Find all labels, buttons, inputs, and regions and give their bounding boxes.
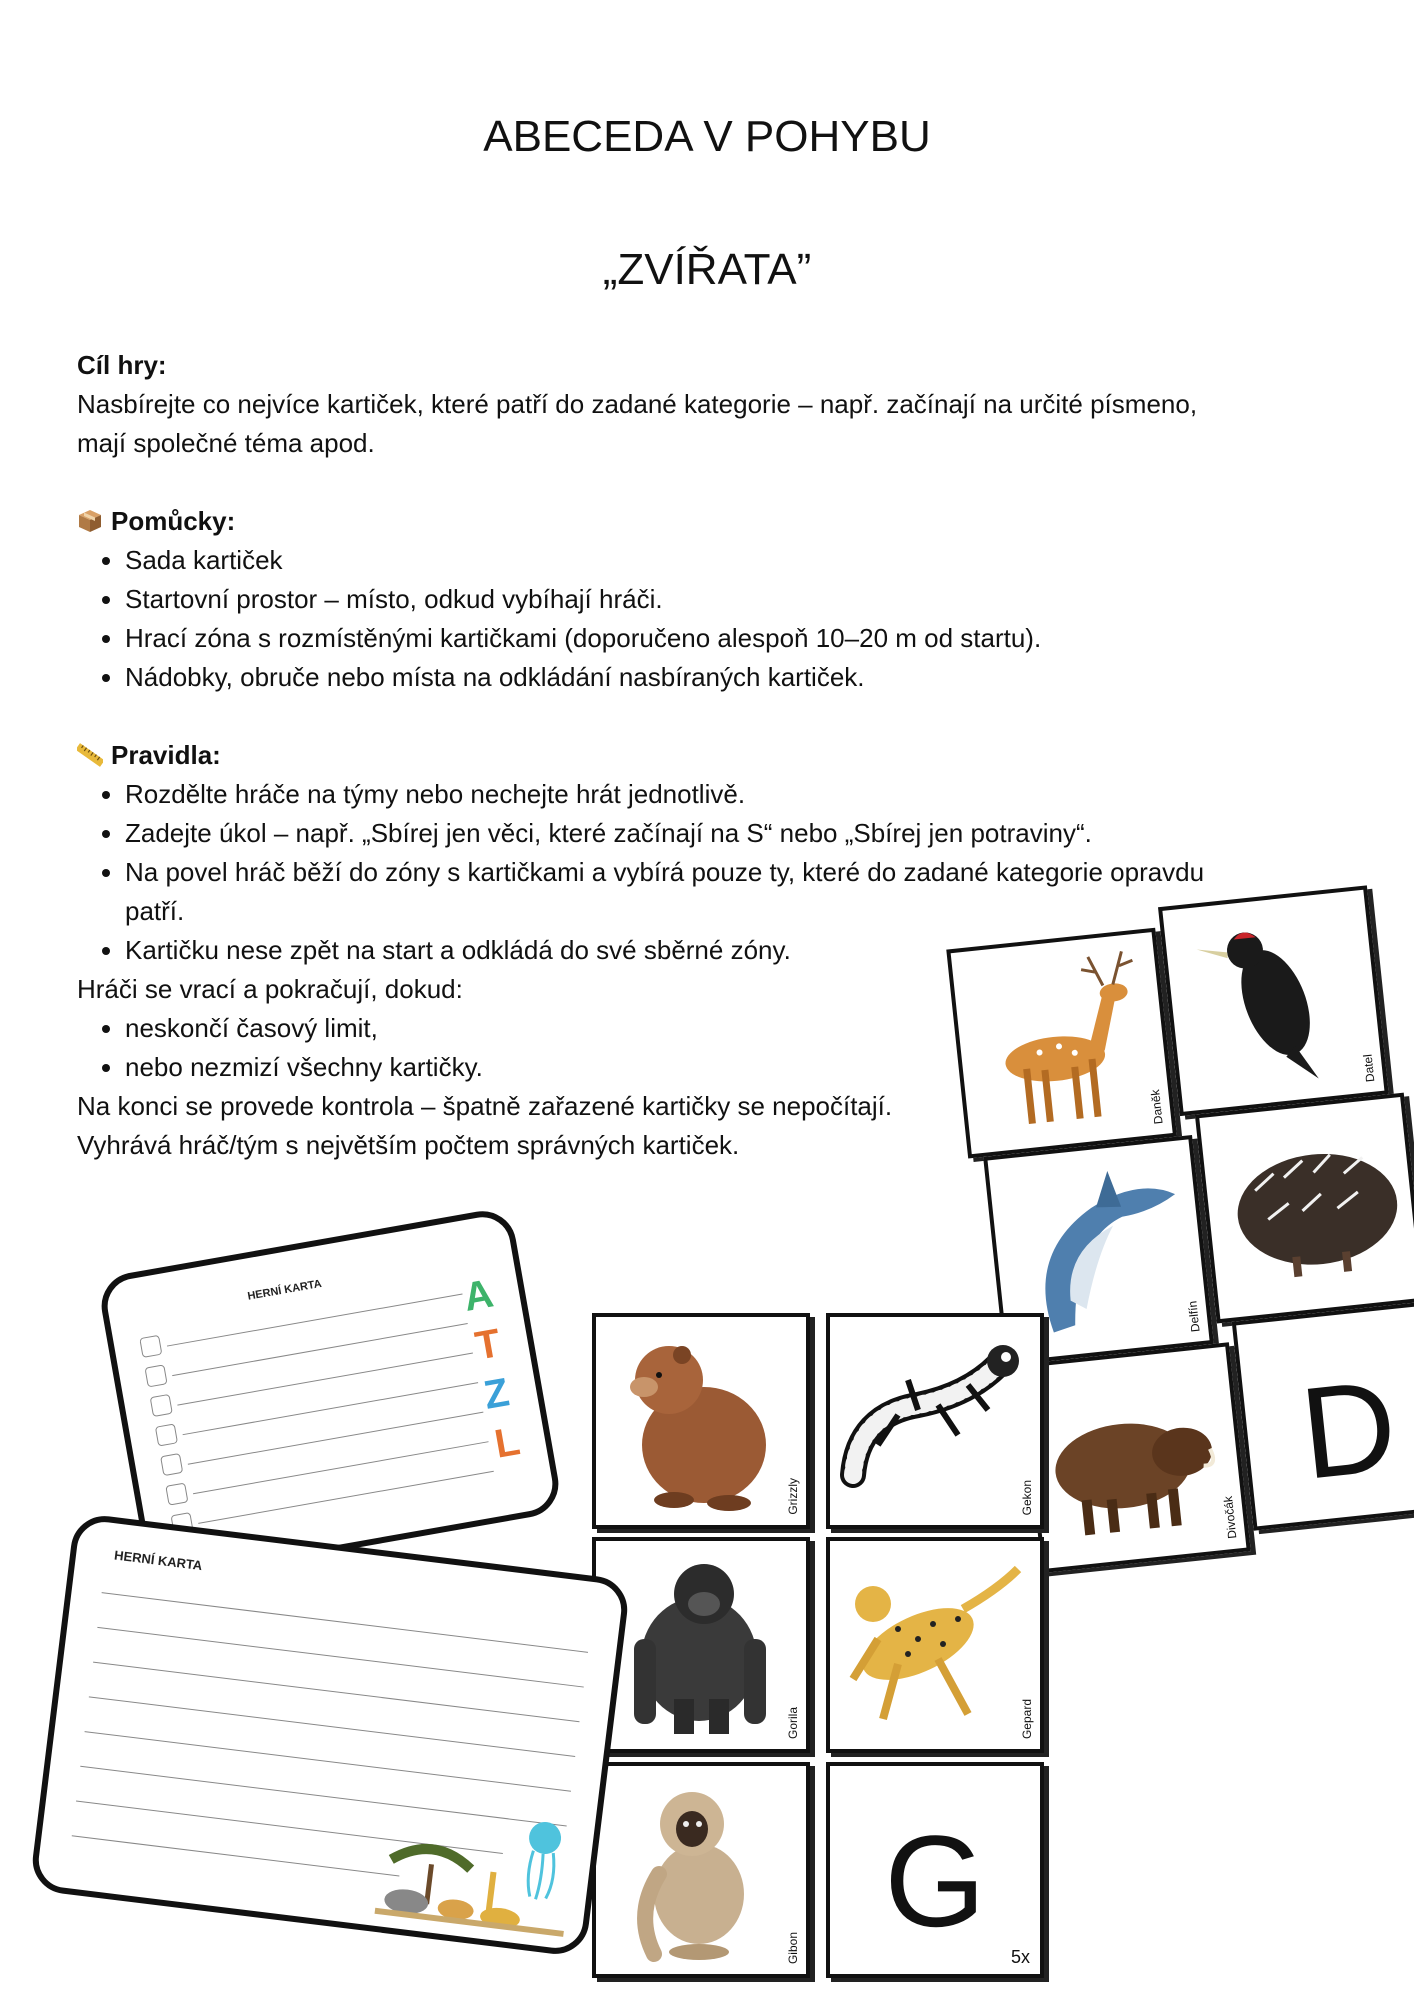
package-icon <box>77 508 103 534</box>
card-label: Delfín <box>1185 1299 1203 1333</box>
rules-heading-row <box>77 736 1337 775</box>
alphabet-animals-icon <box>455 1264 539 1470</box>
animal-card <box>826 1537 1044 1753</box>
svg-text:L: L <box>491 1419 524 1467</box>
card-letter: G <box>884 1808 986 1954</box>
animal-card <box>1020 1342 1251 1573</box>
porcupine-icon <box>1208 1106 1406 1304</box>
gorilla-icon <box>604 1549 789 1739</box>
list-item: • Sada kartiček <box>125 541 1337 580</box>
card-label: Daněk <box>1148 1089 1166 1126</box>
list-item: • Rozdělte hráče na týmy nebo nechejte hrát jednotlivě. <box>125 775 1337 814</box>
card-label: Gorila <box>786 1706 800 1739</box>
card-label: Grizzly <box>786 1478 800 1515</box>
animal-card <box>592 1762 810 1978</box>
rules-heading: Pravidla: <box>111 740 221 770</box>
supplies-list <box>77 541 1337 697</box>
card-letter: D <box>1294 1351 1403 1507</box>
letter-card <box>826 1762 1044 1978</box>
list-item: • Kartičku nese zpět na start a odkládá do své sběrné zóny. <box>125 931 1337 970</box>
svg-text:T: T <box>472 1321 504 1369</box>
supplies-heading: Pomůcky: <box>111 506 236 536</box>
card-label: Divočák <box>1221 1495 1240 1540</box>
ruler-icon <box>77 742 103 768</box>
animal-card <box>1158 885 1389 1116</box>
deer-icon <box>959 942 1157 1140</box>
rules-return-text: Hráči se vrací a pokračují, dokud: <box>77 974 463 1004</box>
goal-heading: Cíl hry: <box>77 350 167 380</box>
card-label: Datel <box>1360 1053 1378 1083</box>
list-item: • Startovní prostor – místo, odkud vybíhají hráči. <box>125 580 1337 619</box>
game-sheet-large <box>29 1512 631 1957</box>
page-title: ABECEDA V POHYBU <box>483 112 931 161</box>
animal-card <box>1195 1093 1414 1324</box>
letter-card <box>1232 1300 1414 1531</box>
card-label: Gibon <box>786 1931 800 1964</box>
card-count: 5x <box>1010 1947 1030 1967</box>
gecko-icon <box>838 1325 1023 1515</box>
rules-end-2: Vyhrává hráč/tým s největším počtem správných kartiček. <box>77 1130 740 1160</box>
boar-icon <box>1033 1356 1231 1554</box>
card-label: Gepard <box>1020 1698 1034 1739</box>
woodpecker-icon <box>1171 899 1369 1097</box>
animal-card <box>592 1313 810 1529</box>
list-item: • neskončí časový limit, <box>125 1009 1337 1048</box>
list-item: • Nádobky, obruče nebo místa na odkládání nasbíraných kartiček. <box>125 658 1337 697</box>
goal-text-1: Nasbírejte co nejvíce kartiček, které patří do zadané kategorie – např. začínají na určité písmeno, <box>77 389 1198 419</box>
supplies-heading-row <box>77 502 1337 541</box>
cheetah-icon <box>838 1549 1023 1739</box>
sheet-title: HERNÍ KARTA <box>113 1547 204 1574</box>
safari-animals-icon <box>364 1787 589 1947</box>
svg-text:A: A <box>460 1271 497 1320</box>
rules-end-1: Na konci se provede kontrola – špatně zařazené kartičky se nepočítají. <box>77 1091 893 1121</box>
goal-text-2: mají společné téma apod. <box>77 428 375 458</box>
list-item: • Hrací zóna s rozmístěnými kartičkami (doporučeno alespoň 10–20 m od startu). <box>125 619 1337 658</box>
list-item: • Na povel hráč běží do zóny s kartičkami a vybírá pouze ty, které do zadané kategorie opravdu patří. <box>125 853 1337 931</box>
page-subtitle: „ZVÍŘATA” <box>602 245 812 294</box>
animal-card <box>946 928 1177 1159</box>
bear-icon <box>604 1325 789 1515</box>
list-item: • nebo nezmizí všechny kartičky. <box>125 1048 1337 1087</box>
gibbon-icon <box>604 1774 789 1964</box>
list-item: • Zadejte úkol – např. „Sbírej jen věci, které začínají na S“ nebo „Sbírej jen potraviny“. <box>125 814 1337 853</box>
animal-card <box>826 1313 1044 1529</box>
sheet-title: HERNÍ KARTA <box>246 1277 323 1303</box>
svg-text:Z: Z <box>480 1370 513 1418</box>
card-label: Gekon <box>1020 1479 1034 1515</box>
animal-card <box>592 1537 810 1753</box>
